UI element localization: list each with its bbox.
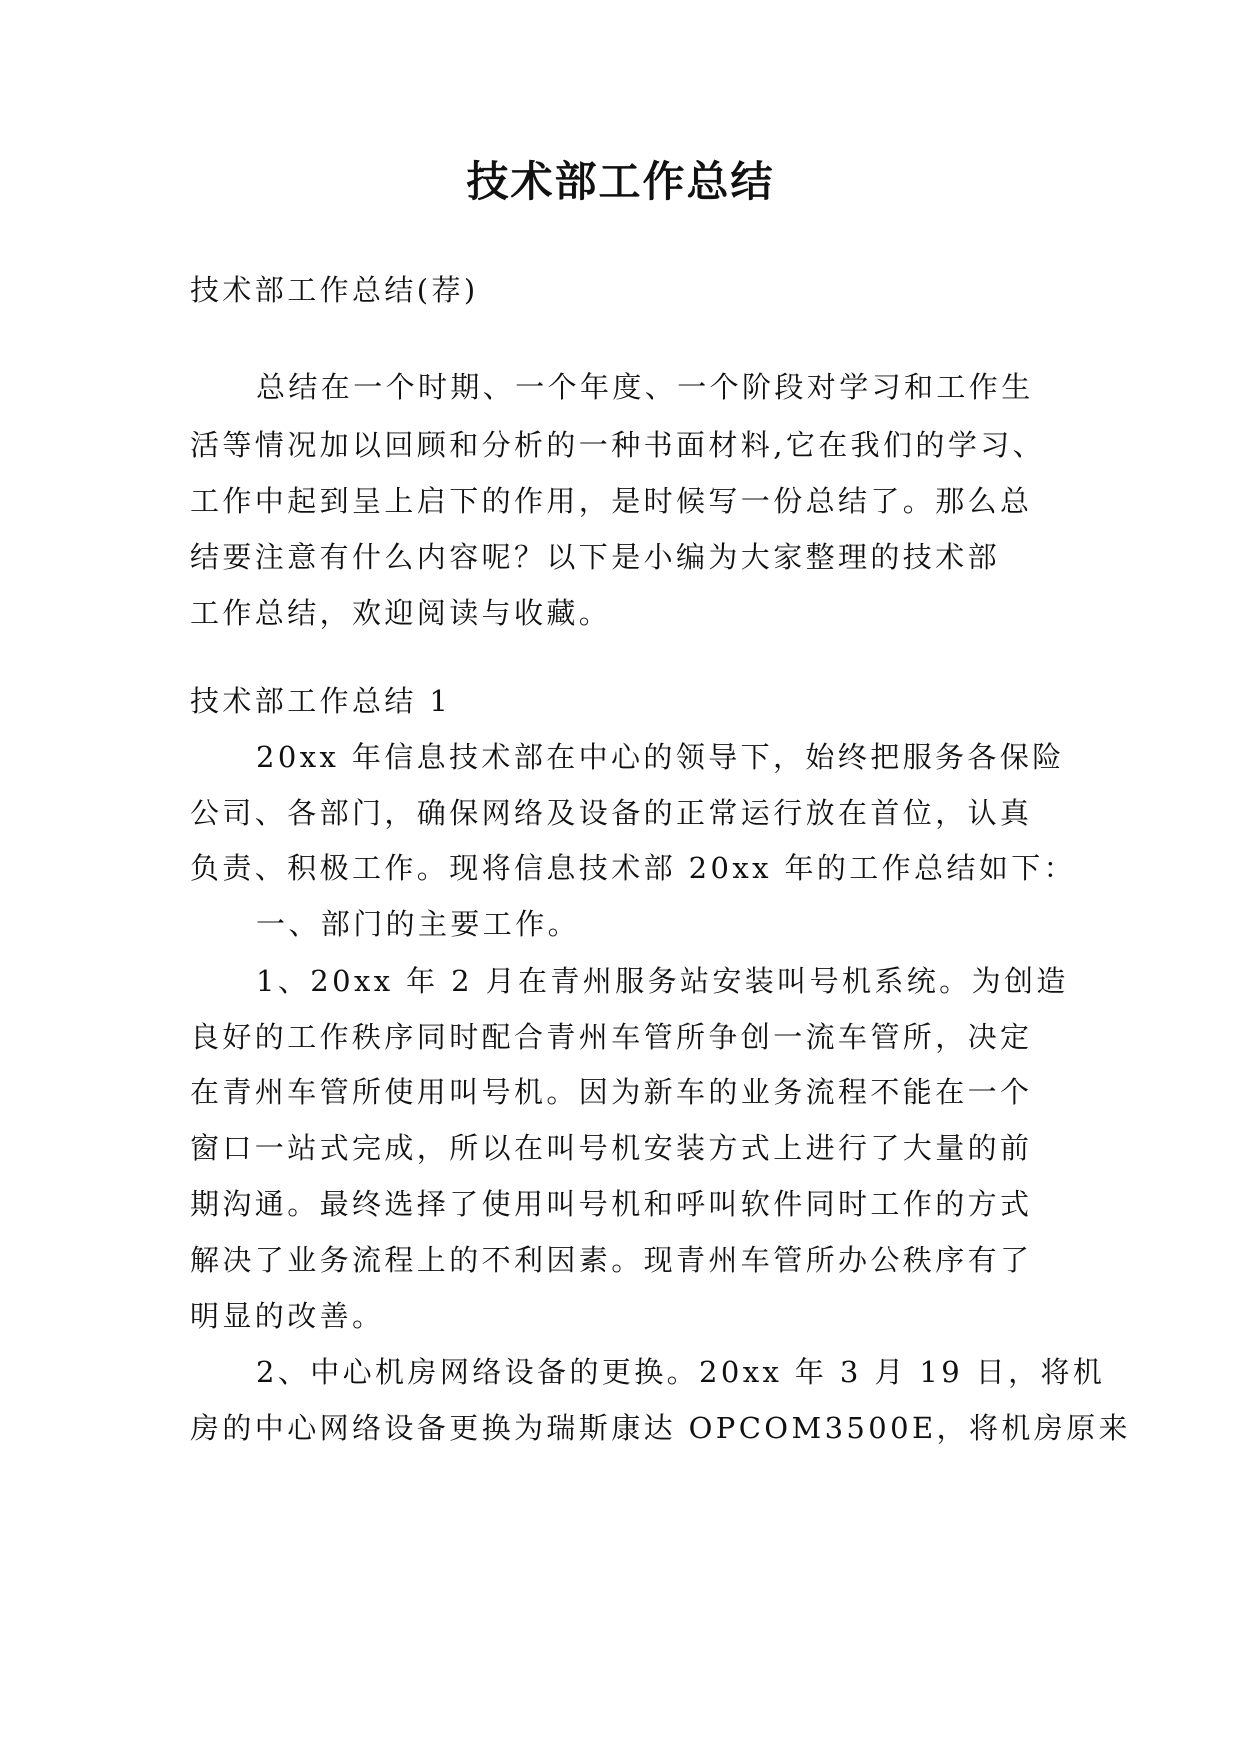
body-line: 解决了业务流程上的不利因素。现青州车管所办公秩序有了: [190, 1243, 1033, 1277]
body-line: 2、中心机房网络设备的更换。20xx 年 3 月 19 日，将机: [256, 1355, 1106, 1389]
body-line: 期沟通。最终选择了使用叫号机和呼叫软件同时工作的方式: [190, 1187, 1033, 1221]
body-line: 明显的改善。: [190, 1299, 385, 1333]
intro-line: 活等情况加以回顾和分析的一种书面材料,它在我们的学习、: [190, 428, 1046, 462]
section-heading: 技术部工作总结 1: [190, 684, 452, 718]
document-subtitle: 技术部工作总结(荐): [190, 273, 479, 307]
intro-line: 结要注意有什么内容呢？以下是小编为大家整理的技术部: [190, 540, 1001, 574]
body-line: 窗口一站式完成，所以在叫号机安装方式上进行了大量的前: [190, 1131, 1033, 1165]
intro-line: 总结在一个时期、一个年度、一个阶段对学习和工作生: [256, 370, 1034, 404]
body-line: 在青州车管所使用叫号机。因为新车的业务流程不能在一个: [190, 1075, 1033, 1109]
body-line: 20xx 年信息技术部在中心的领导下，始终把服务各保险: [256, 740, 1065, 774]
body-line: 1、20xx 年 2 月在青州服务站安装叫号机系统。为创造: [256, 964, 1069, 998]
body-line: 一、部门的主要工作。: [256, 907, 581, 941]
body-line: 房的中心网络设备更换为瑞斯康达 OPCOM3500E，将机房原来: [190, 1411, 1131, 1445]
body-line: 良好的工作秩序同时配合青州车管所争创一流车管所，决定: [190, 1020, 1033, 1054]
body-line: 负责、积极工作。现将信息技术部 20xx 年的工作总结如下：: [190, 851, 1077, 885]
intro-line: 工作总结，欢迎阅读与收藏。: [190, 596, 612, 630]
intro-line: 工作中起到呈上启下的作用，是时候写一份总结了。那么总: [190, 484, 1033, 518]
body-line: 公司、各部门，确保网络及设备的正常运行放在首位，认真: [190, 796, 1033, 830]
document-title: 技术部工作总结: [466, 157, 775, 206]
